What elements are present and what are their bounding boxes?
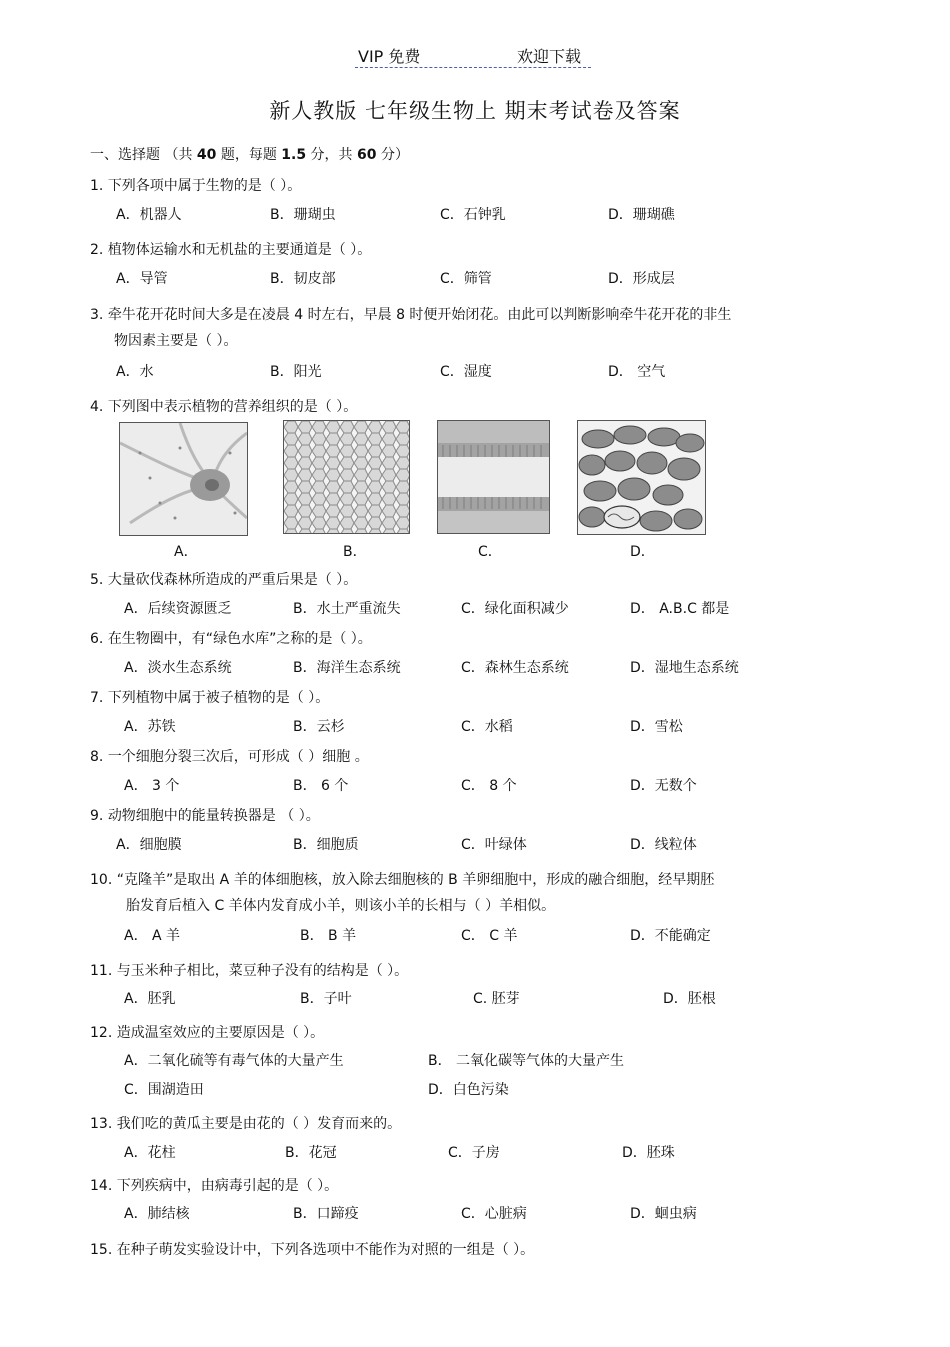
question-9 bbox=[90, 805, 320, 825]
option: C． 8 个 bbox=[461, 778, 517, 794]
option: A． A 羊 bbox=[124, 928, 181, 944]
option: A．机器人 bbox=[116, 207, 182, 223]
question-number: 4. bbox=[90, 399, 104, 415]
question-text: 一个细胞分裂三次后，可形成（ ）细胞 。 bbox=[107, 749, 369, 765]
option: A．细胞膜 bbox=[116, 837, 182, 853]
question-text: 下列植物中属于被子植物的是（ ）。 bbox=[107, 690, 330, 706]
option: B． B 羊 bbox=[300, 928, 357, 944]
option: A．二氧化硫等有毒气体的大量产生 bbox=[124, 1053, 344, 1069]
section-points-each: 1.5 bbox=[281, 147, 307, 163]
question-text: 与玉米种子相比，菜豆种子没有的结构是（ ）。 bbox=[116, 963, 409, 979]
question-14 bbox=[90, 1175, 338, 1195]
page-header bbox=[355, 43, 591, 68]
option: D．胚根 bbox=[663, 991, 716, 1007]
question-3-line-2: 物因素主要是（ ）。 bbox=[114, 333, 238, 349]
question-number: 13. bbox=[90, 1116, 113, 1132]
question-text: 我们吃的黄瓜主要是由花的（ ）发育而来的。 bbox=[116, 1116, 402, 1132]
question-text: 大量砍伐森林所造成的严重后果是（ ）。 bbox=[107, 572, 358, 588]
question-7 bbox=[90, 687, 329, 707]
question-text: 在生物圈中，有“绿色水库”之称的是（ ）。 bbox=[107, 631, 372, 647]
section-heading bbox=[90, 144, 409, 164]
question-text: “克隆羊”是取出 A 羊的体细胞核，放入除去细胞核的 B 羊卵细胞中，形成的融合细胞，经早期胚 bbox=[116, 872, 715, 888]
question-12 bbox=[90, 1022, 324, 1042]
question-text: 造成温室效应的主要原因是（ ）。 bbox=[116, 1025, 325, 1041]
section-question-count: 40 bbox=[196, 147, 217, 163]
option: D．珊瑚礁 bbox=[608, 207, 675, 223]
option: C．绿化面积减少 bbox=[461, 601, 569, 617]
option: B． 6 个 bbox=[293, 778, 349, 794]
figure-d-muscle-tissue bbox=[577, 420, 706, 535]
option: C．叶绿体 bbox=[461, 837, 527, 853]
question-number: 6. bbox=[90, 631, 104, 647]
header-left-text: VIP 免费 bbox=[358, 47, 421, 66]
option: A．水 bbox=[116, 364, 154, 380]
question-11 bbox=[90, 960, 408, 980]
option: D．湿地生态系统 bbox=[630, 660, 739, 676]
option: A． 3 个 bbox=[124, 778, 180, 794]
option: A．导管 bbox=[116, 271, 168, 287]
option: A．肺结核 bbox=[124, 1206, 190, 1222]
question-15 bbox=[90, 1239, 534, 1259]
option: C．子房 bbox=[448, 1145, 500, 1161]
question-3 bbox=[90, 304, 731, 324]
header-right-text: 欢迎下载 bbox=[517, 47, 582, 66]
question-text: 植物体运输水和无机盐的主要通道是（ ）。 bbox=[107, 242, 372, 258]
option: B． 二氧化碳等气体的大量产生 bbox=[428, 1053, 625, 1069]
question-number: 14. bbox=[90, 1178, 113, 1194]
option: B．云杉 bbox=[293, 719, 345, 735]
option: D．线粒体 bbox=[630, 837, 697, 853]
section-text-1: 题，每题 bbox=[216, 147, 282, 163]
question-number: 5. bbox=[90, 572, 104, 588]
option: B．细胞质 bbox=[293, 837, 359, 853]
question-text: 下列疾病中，由病毒引起的是（ ）。 bbox=[116, 1178, 339, 1194]
section-points-total: 60 bbox=[357, 147, 377, 163]
option: C．水稻 bbox=[461, 719, 513, 735]
option: C．森林生态系统 bbox=[461, 660, 569, 676]
question-10-line-2: 胎发育后植入 C 羊体内发育成小羊，则该小羊的长相与（ ）羊相似。 bbox=[126, 898, 556, 914]
question-number: 10. bbox=[90, 872, 113, 888]
option: C．围湖造田 bbox=[124, 1082, 204, 1098]
question-number: 9. bbox=[90, 808, 104, 824]
figure-b-nutritive-tissue bbox=[283, 420, 410, 534]
option: C．心脏病 bbox=[461, 1206, 527, 1222]
question-number: 3. bbox=[90, 307, 104, 323]
page-title: 新人教版 七年级生物上 期末考试卷及答案 bbox=[269, 99, 681, 123]
option: C．石钟乳 bbox=[440, 207, 506, 223]
option: B．海洋生态系统 bbox=[293, 660, 401, 676]
question-8 bbox=[90, 746, 369, 766]
question-4 bbox=[90, 396, 357, 416]
section-suffix: 分） bbox=[376, 147, 409, 163]
option: D．胚珠 bbox=[622, 1145, 675, 1161]
option: C． C 羊 bbox=[461, 928, 518, 944]
question-text: 在种子萌发实验设计中，下列各选项中不能作为对照的一组是（ ）。 bbox=[116, 1242, 535, 1258]
question-text: 动物细胞中的能量转换器是 （ ）。 bbox=[107, 808, 320, 824]
section-text-2: 分，共 bbox=[306, 147, 358, 163]
option: D．不能确定 bbox=[630, 928, 711, 944]
option: A．后续资源匮乏 bbox=[124, 601, 232, 617]
figure-label-d: D． bbox=[630, 544, 655, 560]
option: B．水土严重流失 bbox=[293, 601, 401, 617]
figure-c-layered-tissue bbox=[437, 420, 550, 534]
option: C．筛管 bbox=[440, 271, 492, 287]
option: A．胚乳 bbox=[124, 991, 176, 1007]
question-13 bbox=[90, 1113, 401, 1133]
question-number: 2. bbox=[90, 242, 104, 258]
section-prefix: 一、选择题 （共 bbox=[90, 147, 197, 163]
question-number: 8. bbox=[90, 749, 104, 765]
question-text: 下列各项中属于生物的是（ ）。 bbox=[107, 178, 302, 194]
option: D．无数个 bbox=[630, 778, 697, 794]
option: A．苏铁 bbox=[124, 719, 176, 735]
question-10 bbox=[90, 869, 714, 889]
option: B．韧皮部 bbox=[270, 271, 336, 287]
question-2 bbox=[90, 239, 371, 259]
option: C. 胚芽 bbox=[473, 991, 520, 1007]
figure-label-b: B． bbox=[343, 544, 367, 560]
option: B．花冠 bbox=[285, 1145, 337, 1161]
question-1 bbox=[90, 175, 301, 195]
option: C．湿度 bbox=[440, 364, 492, 380]
option: D．形成层 bbox=[608, 271, 675, 287]
figure-a-nerve-tissue bbox=[119, 422, 248, 536]
figure-label-c: C． bbox=[478, 544, 502, 560]
question-number: 12. bbox=[90, 1025, 113, 1041]
option: D．雪松 bbox=[630, 719, 683, 735]
question-text: 下列图中表示植物的营养组织的是（ ）。 bbox=[107, 399, 358, 415]
option: B．子叶 bbox=[300, 991, 352, 1007]
option: D． A.B.C 都是 bbox=[630, 601, 730, 617]
question-number: 11. bbox=[90, 963, 113, 979]
figure-label-a: A． bbox=[174, 544, 198, 560]
option: D．白色污染 bbox=[428, 1082, 509, 1098]
option: B．珊瑚虫 bbox=[270, 207, 336, 223]
option: D． 空气 bbox=[608, 364, 666, 380]
question-5 bbox=[90, 569, 357, 589]
question-text: 牵牛花开花时间大多是在凌晨 4 时左右，早晨 8 时便开始闭花。由此可以判断影响牵牛花开花的非生 bbox=[107, 307, 732, 323]
option: B．阳光 bbox=[270, 364, 322, 380]
option: A．淡水生态系统 bbox=[124, 660, 232, 676]
question-number: 7. bbox=[90, 690, 104, 706]
option: A．花柱 bbox=[124, 1145, 176, 1161]
option: B．口蹄疫 bbox=[293, 1206, 359, 1222]
question-number: 1. bbox=[90, 178, 104, 194]
question-6 bbox=[90, 628, 372, 648]
question-number: 15. bbox=[90, 1242, 113, 1258]
option: D．蛔虫病 bbox=[630, 1206, 697, 1222]
